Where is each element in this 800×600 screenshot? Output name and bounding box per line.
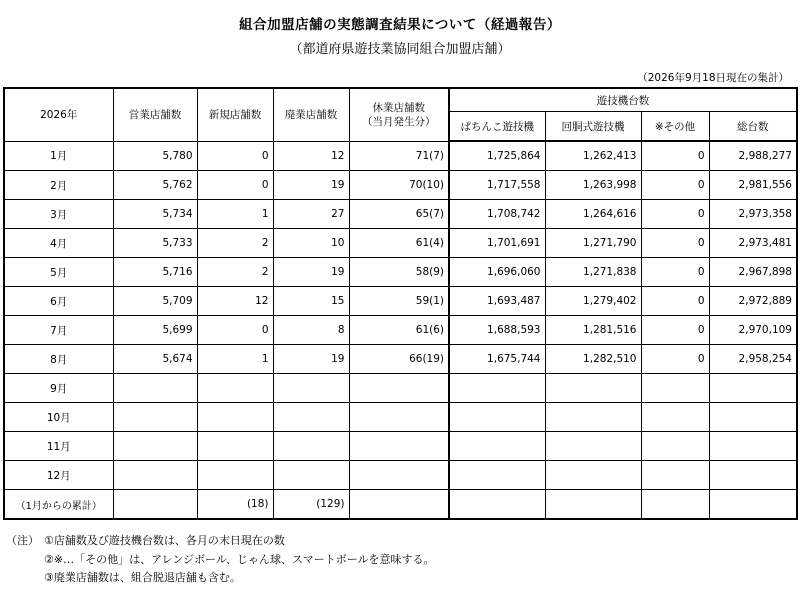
row-new: 0: [197, 171, 273, 200]
row-new: 2: [197, 258, 273, 287]
row-operating: 5,780: [113, 141, 197, 171]
cumulative-row: [4, 490, 797, 520]
row-slot: [545, 403, 641, 432]
row-other: 0: [641, 229, 709, 258]
header-closed-stores: 廃業店舗数: [273, 88, 349, 141]
row-pachinko: [449, 461, 545, 490]
cumulative-operating: [113, 490, 197, 520]
row-closed: 12: [273, 141, 349, 171]
row-total: [709, 432, 797, 461]
row-slot: [545, 432, 641, 461]
row-operating: 5,709: [113, 287, 197, 316]
cumulative-suspended: [349, 490, 449, 520]
row-suspended: [349, 461, 449, 490]
row-month-label: 8月: [4, 345, 113, 374]
header-suspended-label: 休業店舗数: [372, 101, 425, 114]
row-new: [197, 403, 273, 432]
row-suspended: 70(10): [349, 171, 449, 200]
row-other: [641, 403, 709, 432]
note-head: （注）: [6, 534, 39, 547]
row-slot: 1,271,790: [545, 229, 641, 258]
row-suspended: 65(7): [349, 200, 449, 229]
row-slot: 1,282,510: [545, 345, 641, 374]
row-suspended: 58(9): [349, 258, 449, 287]
row-other: [641, 374, 709, 403]
row-total: 2,972,889: [709, 287, 797, 316]
row-month-label: 4月: [4, 229, 113, 258]
row-closed: [273, 461, 349, 490]
table-row: [4, 345, 797, 374]
header-year: 2026年: [4, 88, 113, 141]
row-pachinko: [449, 403, 545, 432]
header-other: ※その他: [641, 112, 709, 142]
row-suspended: 61(4): [349, 229, 449, 258]
note-1-text: ①店舗数及び遊技機台数は、各月の末日現在の数: [44, 534, 285, 547]
row-month-label: 5月: [4, 258, 113, 287]
row-closed: 15: [273, 287, 349, 316]
row-month-label: 10月: [4, 403, 113, 432]
table-row: [4, 316, 797, 345]
header-slot: 回胴式遊技機: [545, 112, 641, 142]
header-pachinko: ぱちんこ遊技機: [449, 112, 545, 142]
statistics-table: [3, 87, 798, 520]
table-row: [4, 287, 797, 316]
table-row: [4, 403, 797, 432]
row-other: 0: [641, 200, 709, 229]
footnotes: [6, 532, 435, 588]
row-total: 2,981,556: [709, 171, 797, 200]
row-operating: [113, 432, 197, 461]
row-month-label: 11月: [4, 432, 113, 461]
note-1: [6, 532, 435, 551]
row-closed: 8: [273, 316, 349, 345]
header-machine-counts: 遊技機台数: [449, 88, 797, 112]
row-total: 2,973,481: [709, 229, 797, 258]
row-suspended: 59(1): [349, 287, 449, 316]
table-row: [4, 229, 797, 258]
row-suspended: 66(19): [349, 345, 449, 374]
row-month-label: 9月: [4, 374, 113, 403]
row-slot: 1,271,838: [545, 258, 641, 287]
row-month-label: 2月: [4, 171, 113, 200]
row-closed: 27: [273, 200, 349, 229]
table-row: [4, 374, 797, 403]
row-operating: [113, 403, 197, 432]
cumulative-new: (18): [197, 490, 273, 520]
row-new: [197, 432, 273, 461]
row-other: 0: [641, 258, 709, 287]
note-2-text: ②※…「その他」は、アレンジボール、じゃん球、スマートボールを意味する。: [44, 552, 435, 566]
row-closed: [273, 374, 349, 403]
row-operating: 5,674: [113, 345, 197, 374]
row-new: 0: [197, 141, 273, 171]
row-other: 0: [641, 345, 709, 374]
page-title: 組合加盟店舗の実態調査結果について（経過報告）: [239, 17, 561, 33]
table-row: [4, 432, 797, 461]
note-2: [6, 551, 435, 570]
row-operating: 5,716: [113, 258, 197, 287]
row-operating: 5,762: [113, 171, 197, 200]
table-row: [4, 141, 797, 171]
row-month-label: 3月: [4, 200, 113, 229]
row-month-label: 6月: [4, 287, 113, 316]
row-closed: 19: [273, 345, 349, 374]
row-pachinko: [449, 374, 545, 403]
row-slot: 1,281,516: [545, 316, 641, 345]
row-new: 1: [197, 345, 273, 374]
row-total: 2,958,254: [709, 345, 797, 374]
row-other: 0: [641, 287, 709, 316]
cumulative-closed: (129): [273, 490, 349, 520]
table-row: [4, 171, 797, 200]
row-total: 2,973,358: [709, 200, 797, 229]
table-row: [4, 461, 797, 490]
row-other: [641, 432, 709, 461]
row-total: [709, 403, 797, 432]
note-3: [6, 569, 435, 588]
row-closed: 19: [273, 258, 349, 287]
row-total: [709, 374, 797, 403]
cumulative-label: （1月からの累計）: [4, 490, 113, 520]
row-slot: [545, 461, 641, 490]
page-subtitle: （都道府県遊技業協同組合加盟店舗）: [289, 42, 511, 57]
row-pachinko: 1,725,864: [449, 141, 545, 171]
as-of-date: （2026年9月18日現在の集計）: [637, 72, 789, 84]
row-slot: 1,263,998: [545, 171, 641, 200]
row-other: 0: [641, 141, 709, 171]
table-row: [4, 258, 797, 287]
header-operating-stores: 営業店舗数: [113, 88, 197, 141]
row-new: 12: [197, 287, 273, 316]
row-other: [641, 461, 709, 490]
row-slot: 1,279,402: [545, 287, 641, 316]
row-suspended: 71(7): [349, 141, 449, 171]
cumulative-total: [709, 490, 797, 520]
cumulative-other: [641, 490, 709, 520]
row-other: 0: [641, 171, 709, 200]
row-suspended: [349, 403, 449, 432]
row-pachinko: 1,696,060: [449, 258, 545, 287]
row-month-label: 12月: [4, 461, 113, 490]
row-operating: [113, 461, 197, 490]
row-month-label: 7月: [4, 316, 113, 345]
row-slot: 1,262,413: [545, 141, 641, 171]
row-closed: [273, 432, 349, 461]
row-new: 2: [197, 229, 273, 258]
cumulative-pachinko: [449, 490, 545, 520]
row-closed: 10: [273, 229, 349, 258]
header-suspended-sub: （当月発生分）: [362, 115, 436, 128]
row-closed: 19: [273, 171, 349, 200]
cumulative-slot: [545, 490, 641, 520]
row-total: 2,988,277: [709, 141, 797, 171]
row-suspended: 61(6): [349, 316, 449, 345]
row-suspended: [349, 374, 449, 403]
row-new: 1: [197, 200, 273, 229]
row-new: [197, 461, 273, 490]
row-total: 2,967,898: [709, 258, 797, 287]
row-total: [709, 461, 797, 490]
row-pachinko: 1,688,593: [449, 316, 545, 345]
header-new-stores: 新規店舗数: [197, 88, 273, 141]
row-pachinko: 1,675,744: [449, 345, 545, 374]
row-slot: 1,264,616: [545, 200, 641, 229]
row-pachinko: 1,717,558: [449, 171, 545, 200]
row-pachinko: 1,693,487: [449, 287, 545, 316]
header-total: 総台数: [709, 112, 797, 142]
table-body: [4, 141, 797, 519]
row-new: [197, 374, 273, 403]
row-pachinko: 1,708,742: [449, 200, 545, 229]
row-operating: 5,733: [113, 229, 197, 258]
row-operating: 5,734: [113, 200, 197, 229]
row-total: 2,970,109: [709, 316, 797, 345]
row-suspended: [349, 432, 449, 461]
row-slot: [545, 374, 641, 403]
note-3-text: ③廃業店舗数は、組合脱退店舗も含む。: [44, 571, 241, 584]
row-operating: [113, 374, 197, 403]
row-other: 0: [641, 316, 709, 345]
row-pachinko: 1,701,691: [449, 229, 545, 258]
row-new: 0: [197, 316, 273, 345]
row-closed: [273, 403, 349, 432]
row-month-label: 1月: [4, 141, 113, 171]
row-pachinko: [449, 432, 545, 461]
table-row: [4, 200, 797, 229]
header-suspended-stores: [349, 88, 449, 141]
row-operating: 5,699: [113, 316, 197, 345]
